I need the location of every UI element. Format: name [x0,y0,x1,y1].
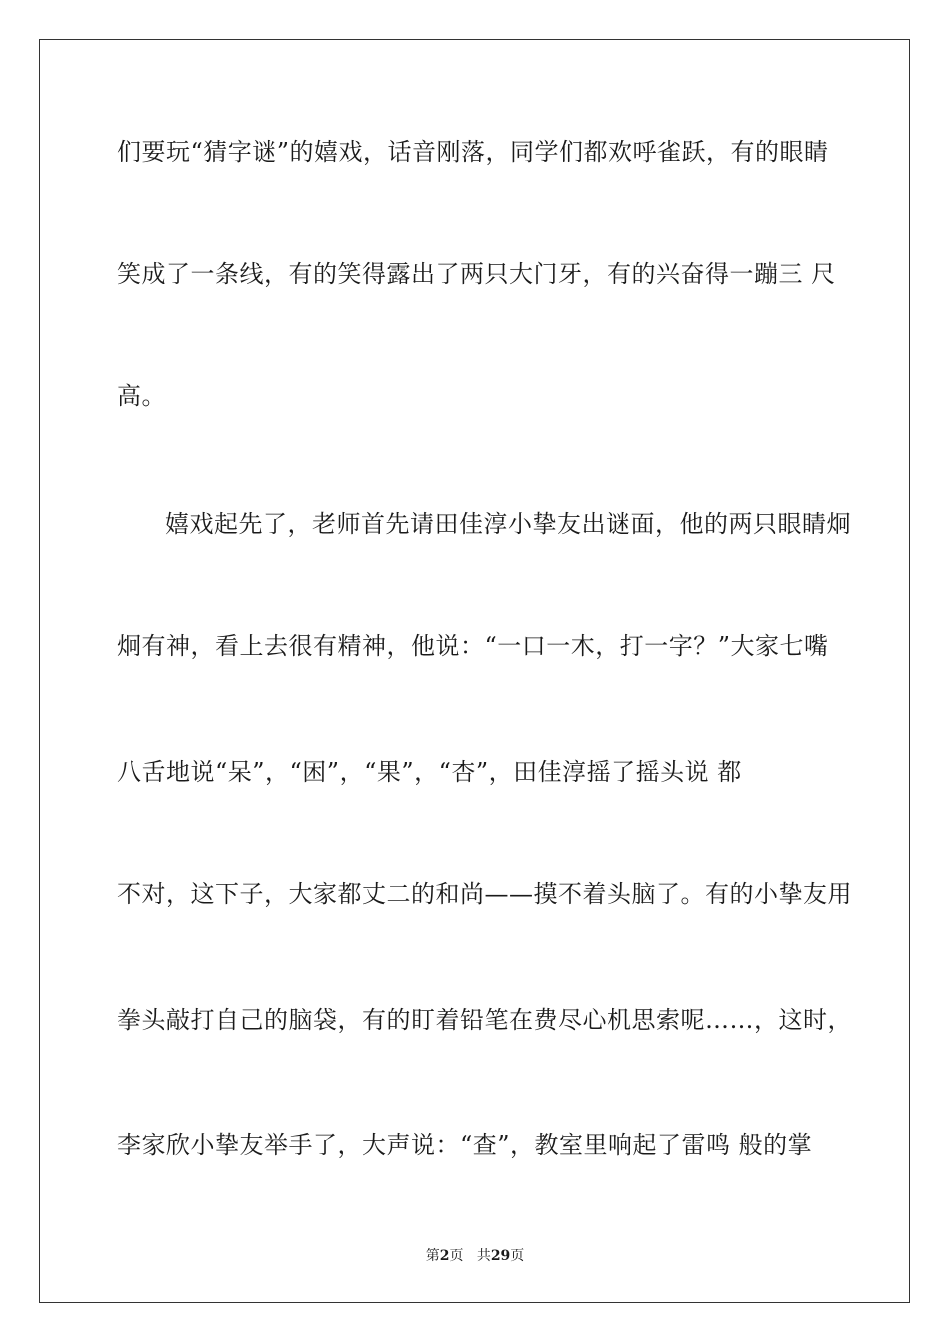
text-line-1: 们要玩“猜字谜”的嬉戏，话音刚落，同学们都欢呼雀跃，有的眼睛 [117,138,829,166]
text-line-6: 八舌地说“呆”，“困”，“果”，“杏”，田佳淳摇了摇头说 都 [117,758,742,786]
page-footer [0,1247,950,1265]
text-line-9: 李家欣小挚友举手了，大声说：“查”，教室里响起了雷鸣 般的掌 [117,1131,813,1159]
text-line-5: 炯有神，看上去很有精神，他说：“一口一木，打一字？”大家七嘴 [117,632,829,660]
text-line-3: 高。 [117,382,166,410]
text-line-4: 嬉戏起先了，老师首先请田佳淳小挚友出谜面，他的两只眼睛炯 [165,510,851,538]
text-line-8: 拳头敲打自己的脑袋，有的盯着铅笔在费尽心机思索呢……，这时， [117,1006,852,1034]
total-suffix: 页 [510,1248,525,1264]
page-prefix: 第 [425,1248,440,1264]
page-border [39,39,910,1303]
text-line-2: 笑成了一条线，有的笑得露出了两只大门牙，有的兴奋得一蹦三 尺 [117,260,836,288]
total-prefix: 共 [476,1248,491,1264]
page-number: 2 [439,1248,450,1264]
page-suffix: 页 [449,1248,464,1264]
text-line-7: 不对，这下子，大家都丈二的和尚——摸不着头脑了。有的小挚友用 [117,880,852,908]
total-pages: 29 [490,1248,511,1264]
